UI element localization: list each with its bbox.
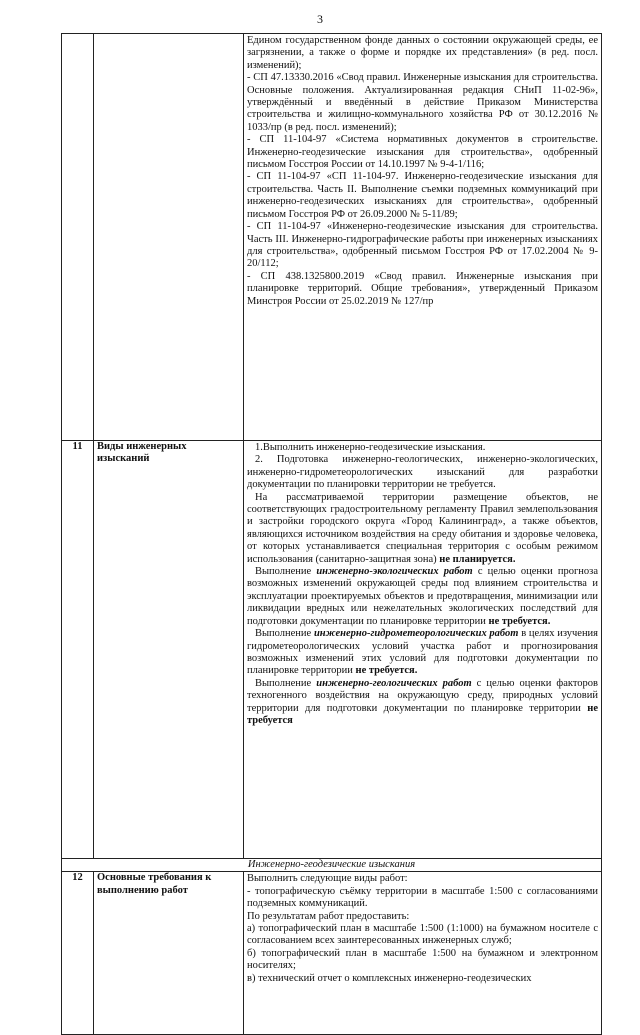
section-row <box>62 859 602 872</box>
table-row <box>62 441 602 859</box>
paragraph-text: в целях изучения гидрометеорологических условий участка работ и прогнозирования возможных изменений этих условий для подготовки документации по планировке территории <box>247 628 599 677</box>
paragraph-bold: не требуется. <box>355 665 418 677</box>
paragraph-text: Выполнение <box>255 566 312 578</box>
row-number-cell <box>62 34 94 441</box>
content-paragraph: Едином государственном фонде данных о состоянии окружающей среды, ее загрязнении, а также о форме и порядке их представления» (в ред. посл. изменений); <box>247 35 598 71</box>
section-title: Инженерно-геодезические изыскания <box>62 859 602 872</box>
row-name-cell: Виды инженерных изысканий <box>94 441 244 859</box>
row-name-cell <box>94 34 244 441</box>
paragraph-text: Выполнение <box>255 628 312 640</box>
row-content-cell <box>244 872 602 1035</box>
content-paragraph: - СП 11-104-97 «СП 11-104-97. Инженерно-геодезические изыскания для строительства. Часть II. Выполнение съемки подземных коммуникаций при инженерно-геодезических изысканиях для строительства», одобренный письмом Госстроя РФ от 26.09.2000 № 5-11/89; <box>247 171 598 220</box>
requirements-table <box>61 33 602 1035</box>
content-paragraph: 2. Подготовка инженерно-геологических, инженерно-экологических, инженерно-гидрометеорологических изысканий для разработки документации по планировки территории не требуется. <box>247 454 598 491</box>
paragraph-bold-italic: инженерно-геологических работ <box>316 677 472 689</box>
content-paragraph: - топографическую съёмку территории в масштабе 1:500 с согласованиями подземных коммуникаций. <box>247 885 598 910</box>
page-number: 3 <box>317 12 323 26</box>
content-paragraph: 1.Выполнить инженерно-геодезические изыскания. <box>255 442 486 453</box>
content-paragraph: - СП 438.1325800.2019 «Свод правил. Инженерные изыскания при планировке территорий. Общие требования», утвержденный Приказом Минстроя России от 25.02.2019 № 127/пр <box>247 270 598 307</box>
content-paragraph: Выполнить следующие виды работ: <box>247 873 408 885</box>
content-paragraph <box>247 566 598 628</box>
row-content-cell <box>244 34 602 441</box>
paragraph-text: Выполнение <box>255 677 312 689</box>
content-paragraph: - СП 47.13330.2016 «Свод правил. Инженерные изыскания для строительства. Основные положения. Актуализированная редакция СНиП 11-02-96», утверждённый и введённый в действие Приказом Министерства строительства и жилищно-коммунального хозяйства РФ от 30.12.2016 № 1033/пр (в ред. посл. изменений); <box>247 72 598 133</box>
content-paragraph: а) топографический план в масштабе 1:500 (1:1000) на бумажном носителе с согласованием всех заинтересованных инженерных служб; <box>247 923 598 947</box>
content-paragraph: в) технический отчет о комплексных инженерно-геодезических <box>247 972 532 984</box>
row-content-cell <box>244 441 602 859</box>
content-paragraph: - СП 11-104-97 «Система нормативных документов в строительстве. Инженерно-геодезические изыскания для строительства», одобренный письмом Госстроя России от 14.10.1997 № 9-4-1/116; <box>247 134 598 171</box>
content-paragraph <box>247 628 598 678</box>
table-row <box>62 872 602 1035</box>
paragraph-bold: не требуется. <box>488 615 551 627</box>
paragraph-bold-italic: инженерно-экологических работ <box>316 566 473 578</box>
paragraph-text: с целью оценки прогноза возможных изменений окружающей среды под влиянием строительства и эксплуатации проектируемых объектов и предотвращения, минимизации или ликвидации вредных или нежелательных экологических последствий для подготовки документации по планировке территории <box>247 566 598 627</box>
paragraph-bold-italic: инженерно-гидрометеорологических работ <box>313 628 519 640</box>
content-paragraph: - СП 11-104-97 «Инженерно-геодезические изыскания для строительства. Часть III. Инженерно-гидрографические работы при инженерных изысканиях для строительства», одобренный письмом Госстроя РФ от 17.02.2004 № 9-20/112; <box>247 221 598 270</box>
content-paragraph <box>247 492 598 566</box>
content-paragraph: б) топографический план в масштабе 1:500 на бумажном и электронном носителях; <box>247 947 598 972</box>
content-paragraph: По результатам работ предоставить: <box>247 910 410 922</box>
paragraph-bold: не требуется <box>247 702 599 726</box>
paragraph-bold: не планируется. <box>439 553 516 565</box>
paragraph-text: с целью оценки факторов техногенного воздействия на окружающую среду, природных условий территории для подготовки документации по планировке территории <box>247 677 599 714</box>
row-number-cell: 11 <box>62 441 94 859</box>
row-number-cell: 12 <box>62 872 94 1035</box>
paragraph-text: На рассматриваемой территории размещение объектов, не соответствующих градостроительному регламенту Правил землепользования и застройки городского округа «Город Калининград», а также объектов, являющихся источником воздействия на среду обитания и здоровье человека, от которых устанавливается специальная территория с особым режимом использования (санитарно-защитная зона) <box>247 491 598 565</box>
content-paragraph <box>247 678 598 728</box>
table-row <box>62 34 602 441</box>
row-name-cell: Основные требования к выполнению работ <box>94 872 244 1035</box>
